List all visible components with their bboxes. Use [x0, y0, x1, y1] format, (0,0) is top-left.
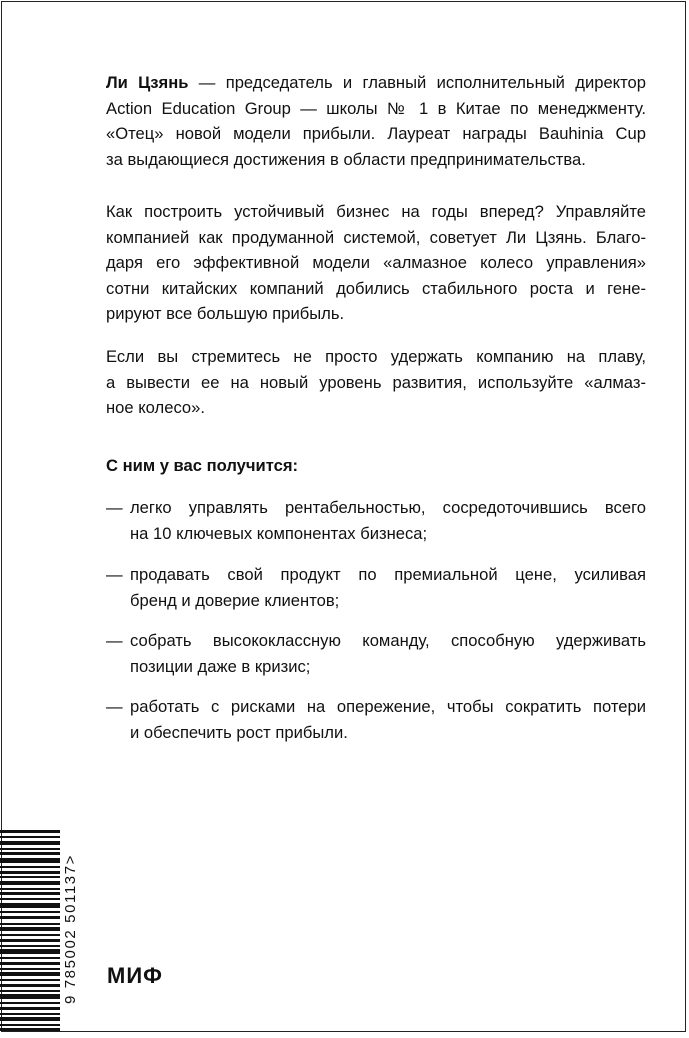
- benefits-heading: С ним у вас получится:: [106, 456, 299, 475]
- benefit-item: [106, 495, 646, 546]
- para2-line-3: ное колесо».: [106, 398, 206, 417]
- para1-line-3: даря его эффективной модели «алмазное колесо управления»: [106, 253, 646, 272]
- benefit-item: [106, 694, 646, 745]
- bullet-dash: —: [106, 697, 123, 716]
- para1-line-5: рируют все большую прибыль.: [106, 304, 345, 323]
- benefit-item: [106, 628, 646, 679]
- bullet-dash: —: [106, 631, 123, 650]
- benefit-item: [106, 562, 646, 613]
- para1-line-1: Как построить устойчивый бизнес на годы вперед? Управляйте: [106, 202, 646, 221]
- benefit-1-line-2: на 10 ключевых компонентах бизнеса;: [130, 523, 428, 543]
- para1-line-2: компанией как продуманной системой, советует Ли Цзянь. Благо-: [106, 227, 646, 247]
- benefit-4-line-2: и обеспечить рост прибыли.: [130, 722, 348, 742]
- benefit-3-line-2: позиции даже в кризис;: [130, 656, 311, 676]
- benefit-1-line-1: легко управлять рентабельностью, сосредоточившись всего: [130, 498, 646, 517]
- publisher-logo: МИФ: [107, 963, 163, 988]
- isbn-digits: 9 785002 501137>: [62, 853, 79, 1004]
- bio-line-2: Action Education Group — школы № 1 в Китае по менеджменту.: [106, 98, 646, 118]
- para1-line-4: сотни китайских компаний добились стабильного роста и гене-: [106, 278, 646, 298]
- bullet-dash: —: [106, 565, 123, 584]
- benefit-3-line-1: собрать высококлассную команду, способную удерживать: [130, 631, 646, 650]
- benefit-4-line-1: работать с рисками на опережение, чтобы сократить потери: [130, 697, 646, 716]
- barcode-bars: [0, 828, 60, 1033]
- para2-line-1: Если вы стремитесь не просто удержать компанию на плаву,: [106, 347, 646, 366]
- description-paragraph-1: [106, 199, 646, 327]
- barcode-arrow: >: [62, 853, 79, 865]
- benefit-2-line-1: продавать свой продукт по премиальной цене, усиливая: [130, 565, 646, 584]
- para2-line-2: а вывести ее на новый уровень развития, используйте «алмаз-: [106, 372, 646, 392]
- bio-line-3: «Отец» новой модели прибыли. Лауреат награды Bauhinia Cup: [106, 124, 646, 143]
- author-name: Ли Цзянь: [106, 73, 189, 92]
- description-paragraph-2: [106, 344, 646, 421]
- bullet-dash: —: [106, 498, 123, 517]
- bio-line-4: за выдающиеся достижения в области предпринимательства.: [106, 149, 586, 169]
- author-bio: [106, 70, 646, 172]
- benefit-2-line-2: бренд и доверие клиентов;: [130, 590, 340, 610]
- bio-line-1: Ли Цзянь — председатель и главный исполнительный директор: [106, 73, 646, 92]
